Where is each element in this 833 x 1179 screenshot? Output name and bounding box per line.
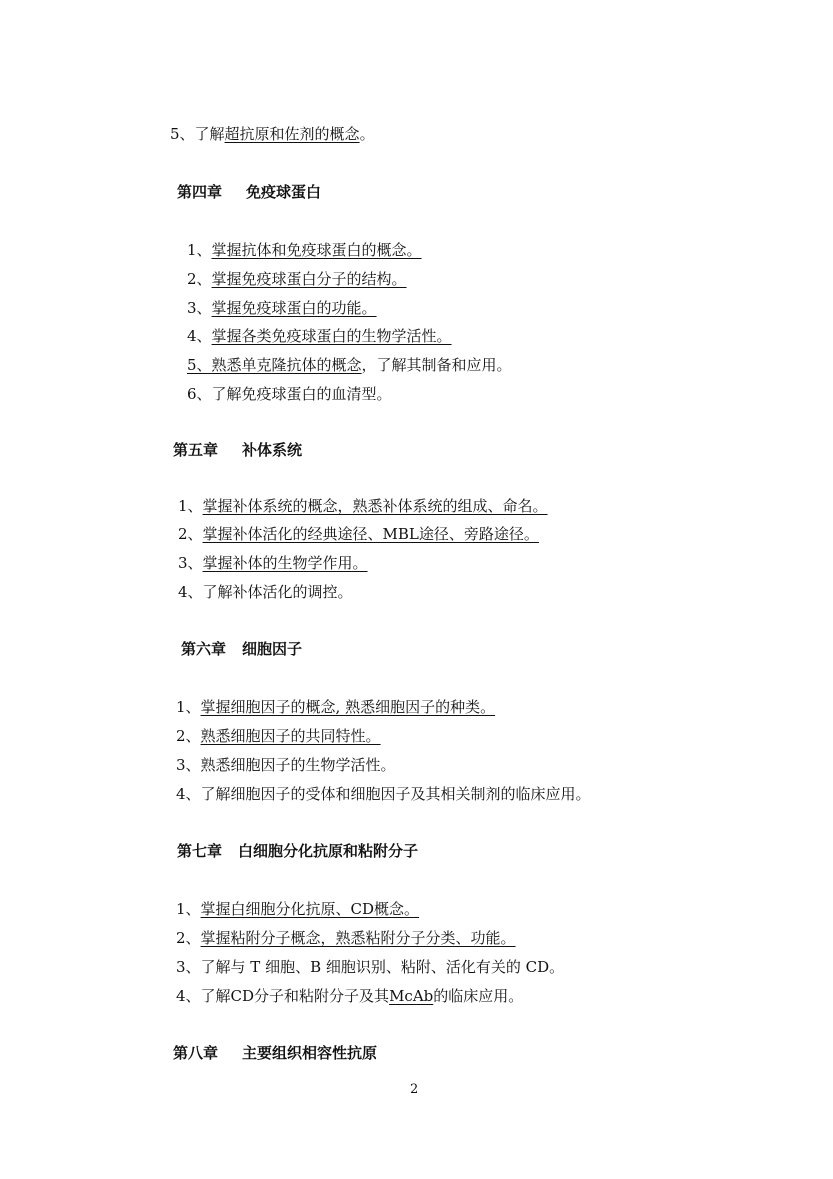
ch5-item-1: 1、掌握补体系统的概念，熟悉补体系统的组成、命名。 [178,497,548,515]
ch6-item-2: 2、熟悉细胞因子的共同特性。 [176,727,381,745]
chapter-4-number: 第四章 [177,183,223,201]
chapter-7-title: 白细胞分化抗原和粘附分子 [238,842,419,860]
ch6-item-3: 3、熟悉细胞因子的生物学活性。 [176,756,396,774]
chapter-5-heading [173,440,302,460]
chapter-4-heading [177,182,321,202]
chapter-5-number: 第五章 [173,441,219,459]
ch6-item-1: 1、掌握细胞因子的概念, 熟悉细胞因子的种类。 [176,698,496,716]
ch4-item-6: 6、了解免疫球蛋白的血清型。 [187,385,392,403]
ch4-item-3: 3、掌握免疫球蛋白的功能。 [187,299,377,317]
intro-prefix: 5、了解 [170,125,225,143]
ch6-item-4: 4、了解细胞因子的受体和细胞因子及其相关制剂的临床应用。 [176,785,591,803]
chapter-6-number: 第六章 [181,640,227,658]
chapter-7-heading [177,841,418,861]
intro-suffix: 。 [359,125,375,143]
ch7-item-4: 4、了解CD分子和粘附分子及其McAb的临床应用。 [176,987,524,1005]
chapter-8-number: 第八章 [173,1044,219,1062]
chapter-5-title: 补体系统 [242,441,303,459]
ch7-item-3: 3、了解与 T 细胞、B 细胞识别、粘附、活化有关的 CD。 [176,958,565,976]
ch5-item-4: 4、了解补体活化的调控。 [178,583,353,601]
chapter-7-number: 第七章 [177,842,223,860]
chapter-8-heading [173,1043,377,1063]
ch4-item-4: 4、掌握各类免疫球蛋白的生物学活性。 [187,327,452,345]
page-number: 2 [410,1082,419,1097]
ch7-item-2: 2、掌握粘附分子概念，熟悉粘附分子分类、功能。 [176,929,516,947]
chapter-8-title: 主要组织相容性抗原 [242,1044,378,1062]
intro-line [170,124,375,144]
ch4-item-1: 1、掌握抗体和免疫球蛋白的概念。 [187,241,422,259]
ch5-item-3: 3、掌握补体的生物学作用。 [178,554,368,572]
chapter-6-title: 细胞因子 [242,640,303,658]
chapter-4-title: 免疫球蛋白 [246,183,322,201]
ch4-item-5: 5、熟悉单克隆抗体的概念，了解其制备和应用。 [187,356,512,374]
chapter-6-heading [181,639,302,659]
ch7-item-1: 1、掌握白细胞分化抗原、CD概念。 [176,900,420,918]
ch5-item-2: 2、掌握补体活化的经典途径、MBL途径、旁路途径。 [178,525,539,543]
ch4-item-2: 2、掌握免疫球蛋白分子的结构。 [187,270,407,288]
intro-underlined: 超抗原和佐剂的概念 [224,125,360,143]
